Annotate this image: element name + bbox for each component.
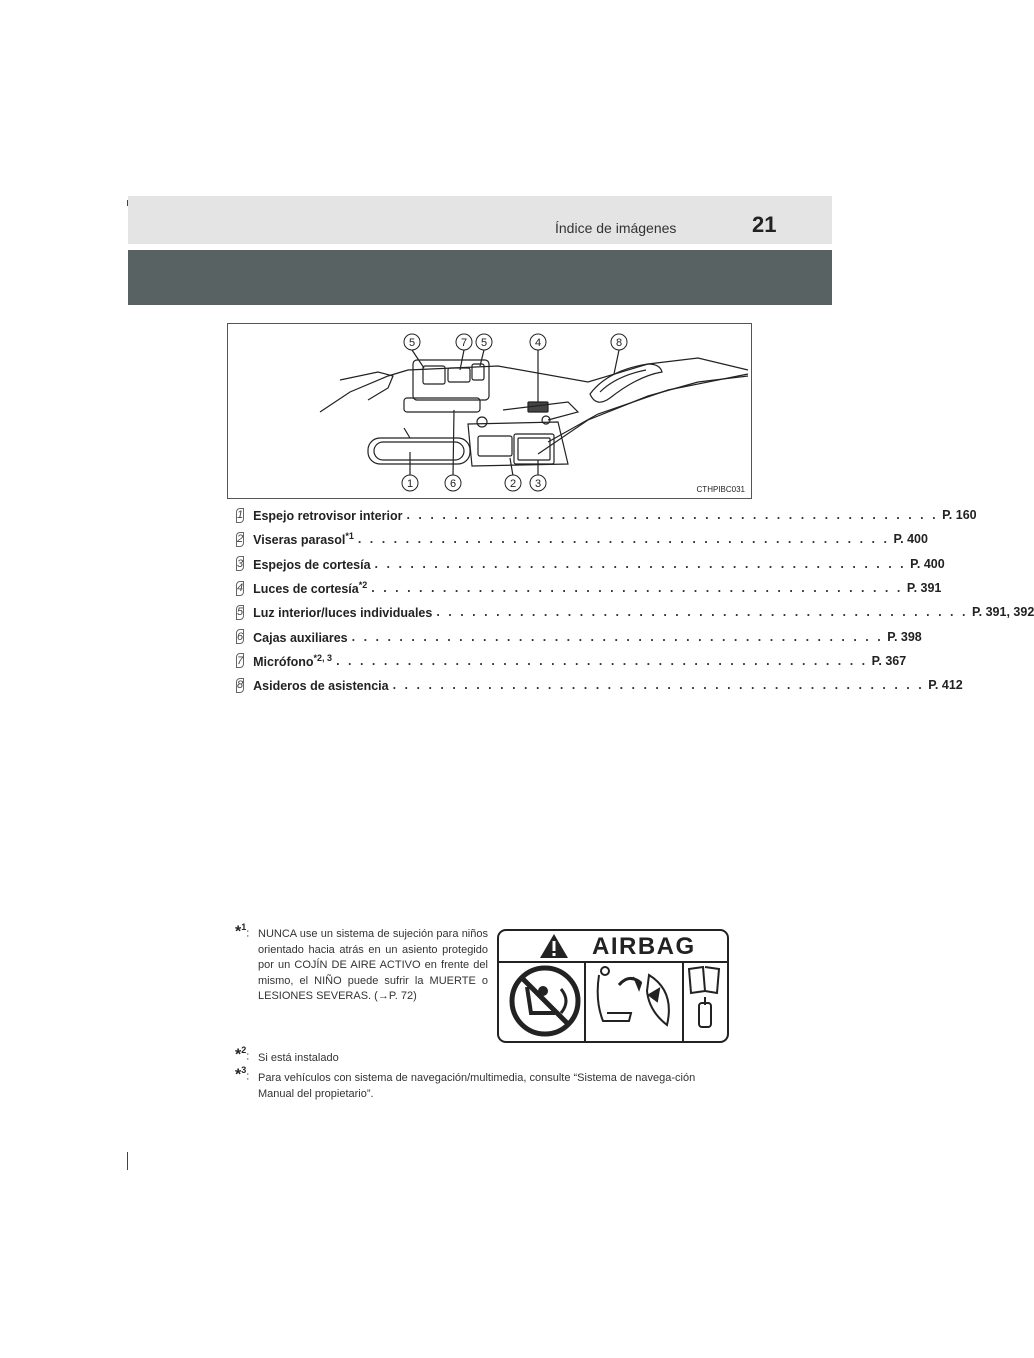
airbag-title: AIRBAG	[592, 933, 696, 960]
page-ref[interactable]: P. 367	[871, 653, 907, 668]
item-label: Viseras parasol$^{*1}$	[253, 531, 354, 548]
callout-4: 4	[534, 337, 542, 349]
margin-mark-bottom	[127, 1152, 128, 1170]
page-ref[interactable]: P. 398	[887, 629, 922, 644]
item-label: Espejos de cortesía	[253, 557, 371, 572]
item-number: 6	[237, 630, 244, 643]
callout-6: 6	[449, 478, 457, 490]
list-item[interactable]	[236, 552, 945, 576]
callout-5-right: 5	[480, 337, 488, 349]
no-child-seat-icon	[512, 968, 578, 1034]
index-list	[236, 503, 1034, 697]
footnote-3-mark: *$^3$:	[235, 1065, 250, 1084]
leader-dots: . . . . . . . . . . . . . . . . . . . . . . . . . . . . . . . . . . . . . . . . . . . . .	[374, 556, 907, 571]
list-item[interactable]	[236, 527, 928, 551]
leader-dots: . . . . . . . . . . . . . . . . . . . . . . . . . . . . . . . . . . . . . . . . . . . . .	[371, 581, 903, 596]
footnote-1-mark: *$^1$:	[235, 922, 250, 941]
page-ref[interactable]: P. 412	[928, 678, 963, 693]
callout-5-left: 5	[408, 337, 416, 349]
page-ref[interactable]: P. 391	[906, 581, 942, 596]
callout-3: 3	[534, 478, 542, 490]
ceiling-illustration	[228, 324, 751, 498]
item-label: Espejo retrovisor interior	[253, 509, 403, 524]
leader-dots: . . . . . . . . . . . . . . . . . . . . . . . . . . . . . . . . . . . . . . . . . . . . .	[351, 629, 884, 644]
item-number: 8	[237, 679, 244, 692]
callout-8: 8	[615, 337, 623, 349]
item-label: Luz interior/luces individuales	[253, 606, 433, 621]
airbag-header	[499, 931, 727, 963]
interior-ceiling-figure	[227, 323, 752, 499]
item-number: 3	[237, 557, 244, 570]
page-ref[interactable]: P. 160	[942, 508, 977, 523]
item-number: 5	[237, 606, 244, 619]
list-item[interactable]	[236, 600, 1034, 624]
leader-dots: . . . . . . . . . . . . . . . . . . . . . . . . . . . . . . . . . . . . . . . . . . . . .	[406, 508, 939, 523]
item-label: Micrófono$^{*2, 3}$	[253, 652, 333, 669]
leader-dots: . . . . . . . . . . . . . . . . . . . . . . . . . . . . . . . . . . . . . . . . . . . . .	[436, 605, 968, 620]
footnote-1-text: NUNCA use un sistema de sujeción para niños orientado hacia atrás en un asiento protegido por un COJÍN DE AIRE ACTIVO en frente del mismo, el NIÑO puede sufrir la MUERTE o LESIONES SEVERAS. (→P. 72)	[258, 928, 488, 1002]
list-item[interactable]	[236, 624, 922, 648]
list-item[interactable]	[236, 503, 977, 527]
callout-2: 2	[509, 478, 517, 490]
section-title: Índice de imágenes	[555, 220, 677, 236]
item-number: 7	[237, 654, 244, 667]
item-label: Cajas auxiliares	[253, 630, 348, 645]
leader-dots: . . . . . . . . . . . . . . . . . . . . . . . . . . . . . . . . . . . . . . . . . . . . .	[357, 532, 890, 547]
page-ref[interactable]: P. 391, 392	[971, 605, 1034, 620]
leader-dots: . . . . . . . . . . . . . . . . . . . . . . . . . . . . . . . . . . . . . . . . . . . . .	[336, 653, 868, 668]
leader-dots: . . . . . . . . . . . . . . . . . . . . . . . . . . . . . . . . . . . . . . . . . . . . .	[392, 678, 925, 693]
item-label: Asideros de asistencia	[253, 679, 389, 694]
footnote-2-text: Si está instalado	[258, 1052, 339, 1064]
list-item[interactable]	[236, 649, 907, 673]
callout-7: 7	[460, 337, 468, 349]
item-number: 2	[237, 533, 244, 546]
footnote-2-mark: *$^2$:	[235, 1045, 250, 1064]
page-ref[interactable]: P. 400	[910, 556, 945, 571]
list-item[interactable]	[236, 576, 942, 600]
list-item[interactable]	[236, 673, 963, 697]
page-ref[interactable]: P. 400	[893, 532, 928, 547]
header-bar	[128, 196, 832, 244]
item-number: 1	[237, 509, 244, 522]
item-label: Luces de cortesía$^{*2}$	[253, 579, 368, 597]
airbag-warning-label	[497, 929, 729, 1043]
airbag-deploy-icon	[598, 967, 669, 1025]
item-number: 4	[237, 582, 244, 595]
callout-1: 1	[406, 478, 414, 490]
page-number: 21	[752, 212, 777, 237]
figure-code: CTHPIBC031	[696, 485, 745, 494]
footnote-3-text: Para vehículos con sistema de navegación/multimedia, consulte “Sistema de navega-ción Manual del propietario”.	[258, 1072, 696, 1100]
read-manual-icon	[689, 967, 719, 1027]
section-band	[128, 250, 832, 305]
airbag-pictograms	[499, 961, 727, 1041]
warning-triangle-icon	[539, 933, 569, 959]
